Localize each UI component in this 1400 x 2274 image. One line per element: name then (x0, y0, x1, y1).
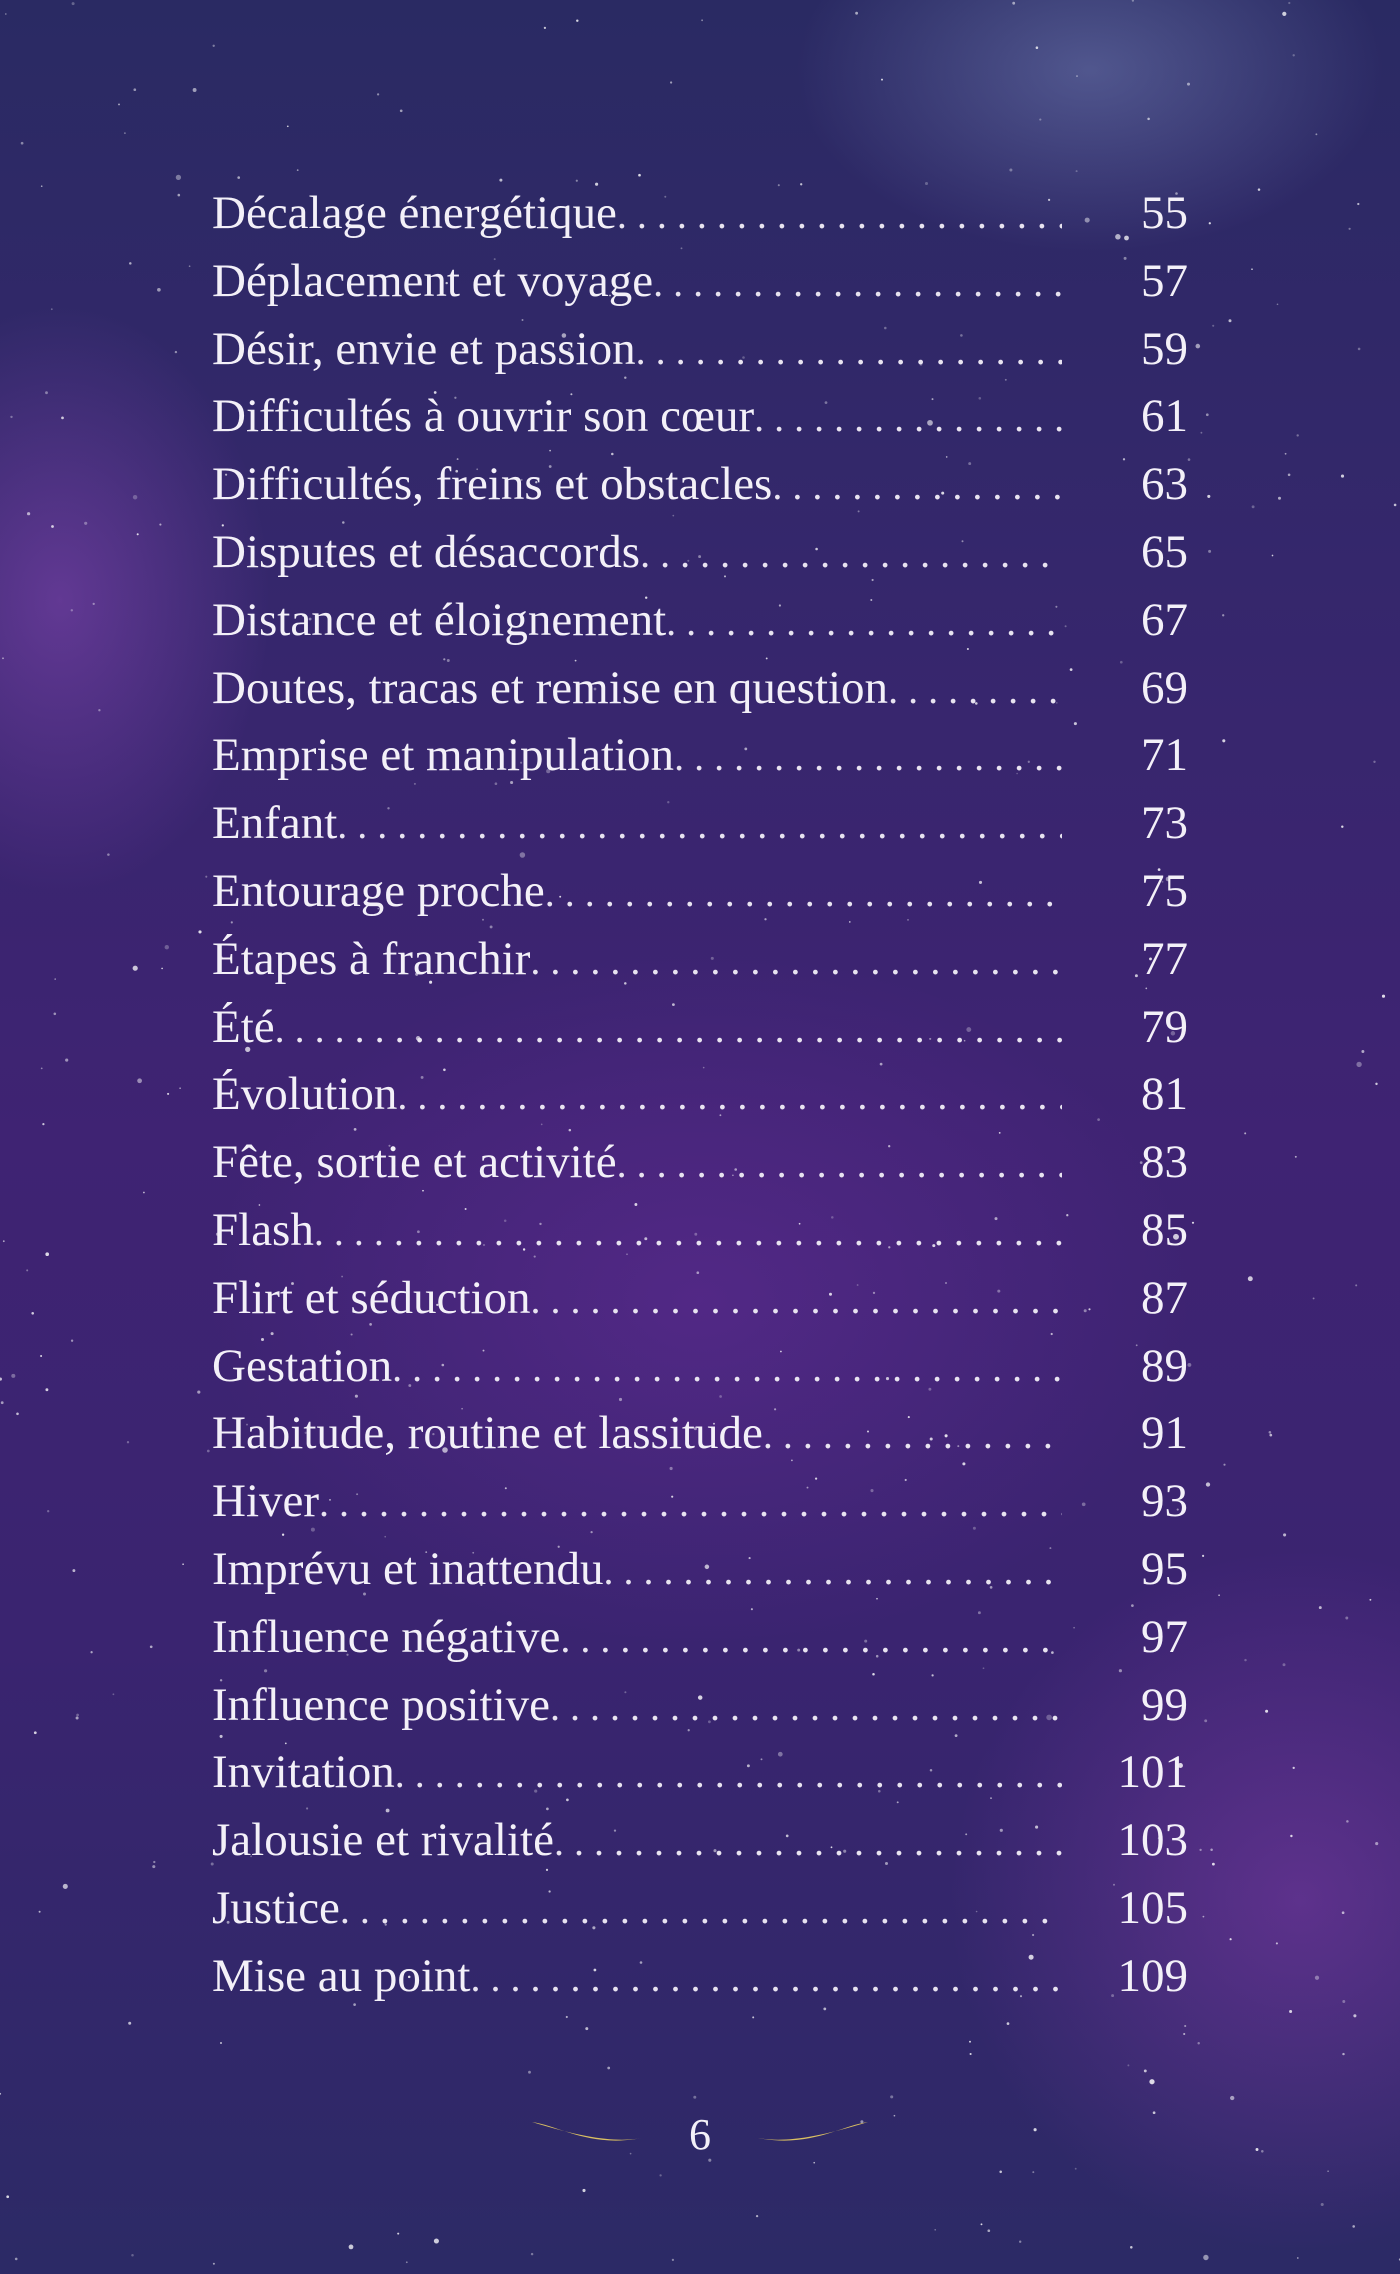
toc-entry-page: 69 (1141, 661, 1188, 714)
toc-entry (212, 1468, 1188, 1536)
dot-leader (395, 1740, 1062, 1808)
toc-entry-page: 57 (1141, 254, 1188, 307)
toc-entry (212, 790, 1188, 858)
dot-leader (560, 1605, 1062, 1673)
toc-entry-title: Désir, envie et passion (212, 322, 636, 375)
toc-entry-title: Influence négative (212, 1610, 561, 1663)
toc-entry-title: Difficultés à ouvrir son cœur (212, 390, 755, 443)
toc-entry-page: 61 (1141, 390, 1188, 443)
toc-entry (212, 858, 1188, 926)
toc-entry (212, 1197, 1188, 1265)
toc-entry (212, 383, 1188, 451)
toc-entry-title: Décalage énergétique (212, 187, 617, 239)
dot-leader (319, 1469, 1062, 1537)
toc-entry (212, 926, 1188, 994)
toc-entry (212, 722, 1188, 790)
toc-entry-title: Fête, sortie et activité (212, 1136, 617, 1189)
toc-entry-title: Difficultés, freins et obstacles (212, 458, 773, 511)
toc-entry-title: Déplacement et voyage (212, 254, 654, 307)
toc-entry (212, 1333, 1188, 1401)
dot-leader (772, 452, 1062, 520)
toc-entry-page: 55 (1141, 187, 1188, 239)
toc-entry-page: 63 (1141, 458, 1188, 511)
dot-leader (275, 995, 1062, 1063)
toc-entry (212, 1400, 1188, 1468)
toc-entry-page: 75 (1141, 864, 1188, 917)
dot-leader (392, 1334, 1062, 1402)
dot-leader (550, 1673, 1062, 1741)
toc-entry (212, 316, 1188, 384)
dot-leader (763, 1401, 1062, 1469)
dot-leader (470, 1944, 1062, 2012)
toc-entry-page: 65 (1141, 525, 1188, 578)
toc-entry-page: 59 (1141, 322, 1188, 375)
toc-entry (212, 180, 1188, 248)
page-number: 6 (689, 2110, 711, 2159)
dot-leader (636, 317, 1062, 385)
toc-entry (212, 1604, 1188, 1672)
toc-entry-page: 93 (1141, 1475, 1188, 1528)
toc-entry (212, 1672, 1188, 1740)
toc-entry-title: Été (212, 1000, 275, 1053)
dot-leader (674, 723, 1062, 791)
toc-entry-page: 87 (1141, 1271, 1188, 1324)
toc-entry-title: Enfant (212, 797, 338, 850)
toc-entry-title: Étapes à franchir (212, 932, 531, 985)
toc-entry-title: Gestation (212, 1339, 393, 1392)
toc-entry-page: 101 (1117, 1746, 1188, 1799)
toc-entry-page: 109 (1117, 1949, 1188, 2002)
dot-leader (617, 181, 1062, 249)
toc-entry (212, 248, 1188, 316)
dot-leader (640, 520, 1062, 588)
toc-entry (212, 994, 1188, 1062)
toc-entry-title: Jalousie et rivalité (212, 1814, 554, 1867)
toc-entry-page: 97 (1141, 1610, 1188, 1663)
toc-entry-title: Disputes et désaccords (212, 525, 641, 578)
toc-entry (212, 1129, 1188, 1197)
toc-entry-title: Flash (212, 1203, 314, 1256)
dot-leader (397, 1062, 1062, 1130)
toc-entry-page: 77 (1141, 932, 1188, 985)
toc-entry-page: 103 (1117, 1814, 1188, 1867)
toc-entry-page: 99 (1141, 1678, 1188, 1731)
toc-entry-page: 89 (1141, 1339, 1188, 1392)
dot-leader (604, 1537, 1062, 1605)
dot-leader (754, 384, 1062, 452)
toc-entry-title: Invitation (212, 1746, 395, 1799)
toc-entry (212, 451, 1188, 519)
dot-leader (314, 1198, 1062, 1266)
dot-leader (530, 927, 1062, 995)
toc-entry (212, 1875, 1188, 1943)
dot-leader (531, 1266, 1062, 1334)
toc-entry-title: Justice (212, 1881, 340, 1934)
dot-leader (337, 791, 1062, 859)
toc-entry-title: Évolution (212, 1068, 398, 1121)
dot-leader (545, 859, 1062, 927)
toc-entry (212, 1807, 1188, 1875)
toc-entry-title: Habitude, routine et lassitude (212, 1407, 763, 1460)
toc-entry-title: Imprévu et inattendu (212, 1542, 604, 1595)
toc-entry-title: Flirt et séduction (212, 1271, 531, 1324)
toc-entry-page: 91 (1141, 1407, 1188, 1460)
toc-entry-page: 73 (1141, 797, 1188, 850)
toc-entry-page: 81 (1141, 1068, 1188, 1121)
table-of-contents (212, 180, 1188, 2011)
toc-entry-title: Distance et éloignement (212, 593, 667, 646)
toc-entry (212, 1943, 1188, 2011)
dot-leader (888, 656, 1062, 724)
toc-entry (212, 1536, 1188, 1604)
gold-swash-icon (750, 2116, 870, 2156)
toc-entry (212, 519, 1188, 587)
dot-leader (340, 1876, 1062, 1944)
dot-leader (554, 1808, 1062, 1876)
toc-entry-page: 67 (1141, 593, 1188, 646)
toc-entry-title: Influence positive (212, 1678, 551, 1731)
dot-leader (666, 588, 1062, 656)
toc-entry (212, 587, 1188, 655)
dot-leader (653, 249, 1062, 317)
toc-entry-page: 83 (1141, 1136, 1188, 1189)
dot-leader (617, 1130, 1062, 1198)
toc-entry-title: Entourage proche (212, 864, 545, 917)
toc-entry-page: 85 (1141, 1203, 1188, 1256)
toc-entry-page: 105 (1117, 1881, 1188, 1934)
toc-entry (212, 1061, 1188, 1129)
toc-entry (212, 1739, 1188, 1807)
page-footer (530, 2110, 870, 2170)
toc-entry-page: 95 (1141, 1542, 1188, 1595)
toc-entry-title: Mise au point (212, 1949, 471, 2002)
toc-entry-title: Doutes, tracas et remise en question (212, 661, 889, 714)
toc-entry-title: Hiver (212, 1475, 320, 1528)
toc-entry (212, 1265, 1188, 1333)
toc-entry-page: 79 (1141, 1000, 1188, 1053)
toc-entry-title: Emprise et manipulation (212, 729, 675, 782)
toc-entry (212, 655, 1188, 723)
toc-entry-page: 71 (1141, 729, 1188, 782)
